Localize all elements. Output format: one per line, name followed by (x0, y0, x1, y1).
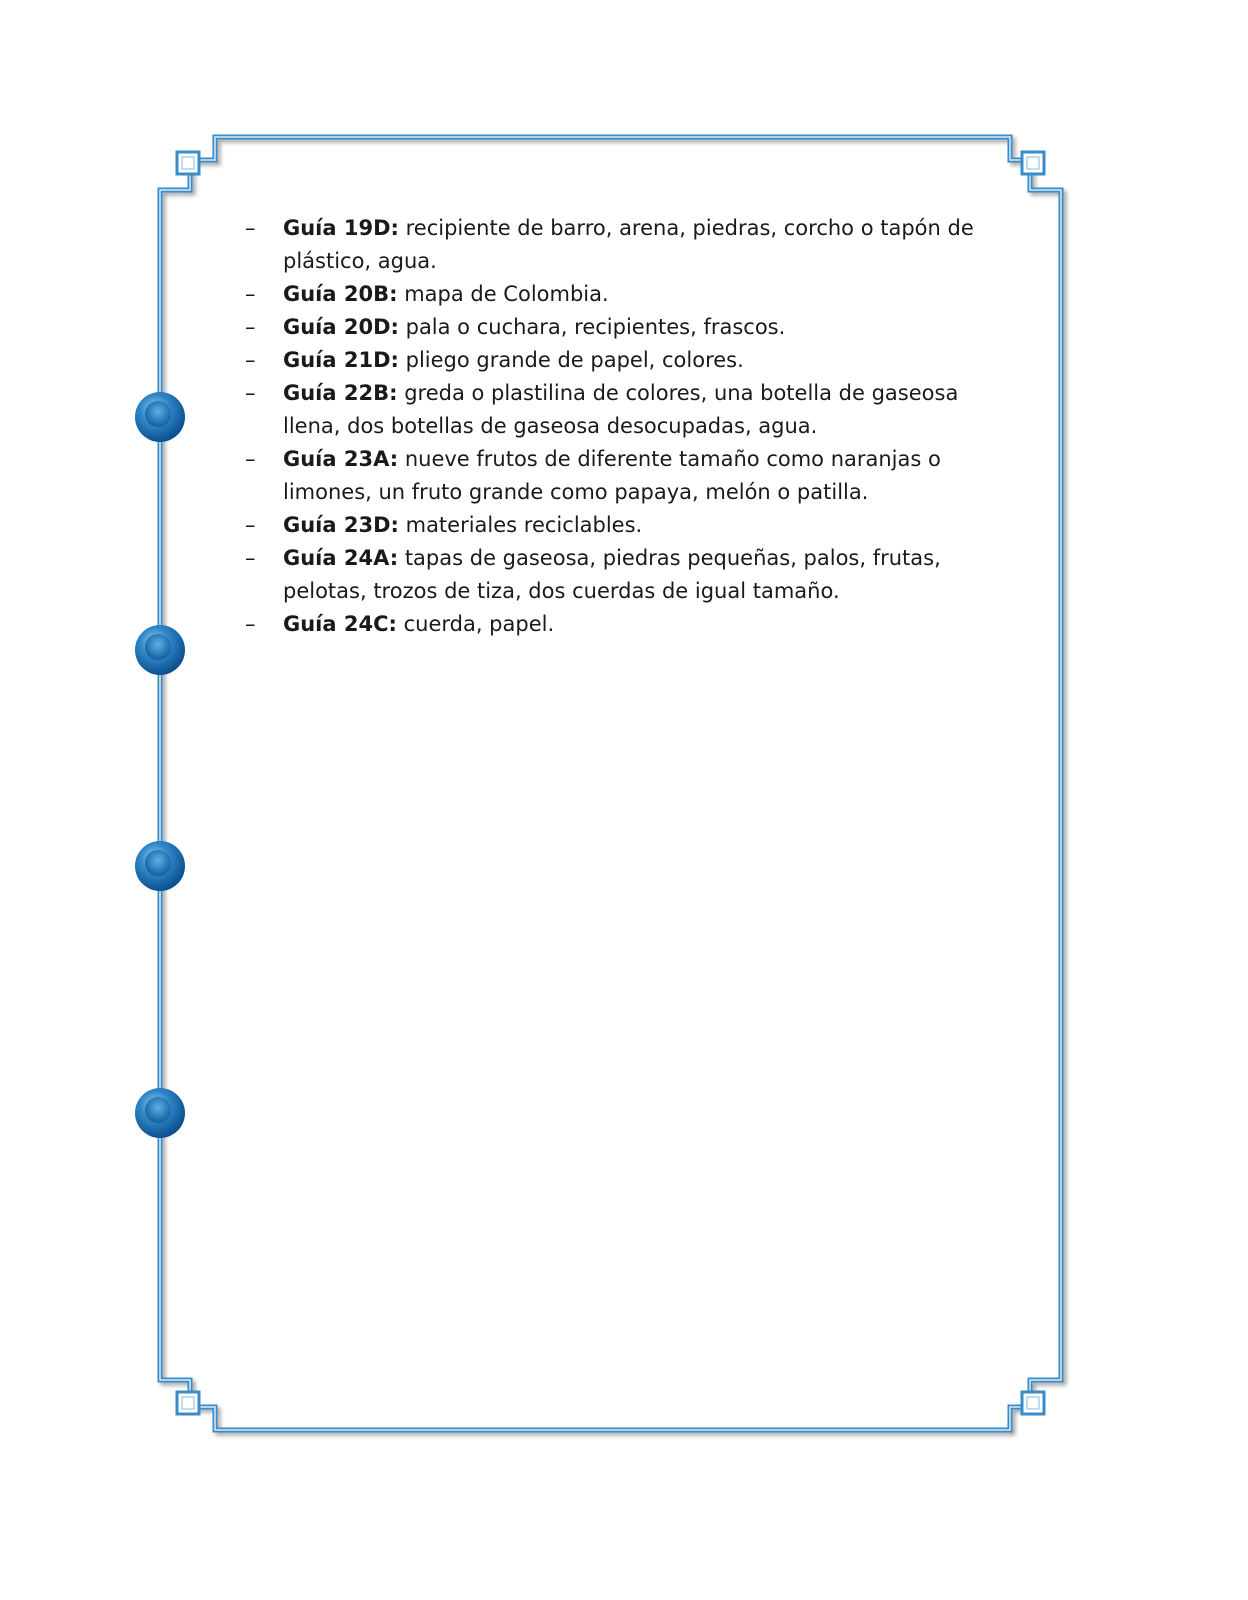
guide-materials: mapa de Colombia. (404, 282, 609, 306)
list-dash: – (245, 546, 256, 570)
list-item (245, 344, 985, 377)
binder-bead-2 (135, 625, 185, 675)
list-dash: – (245, 315, 256, 339)
list-dash: – (245, 216, 256, 240)
corner-ornament-top-right (1022, 152, 1044, 174)
guide-label: Guía 22B: (283, 381, 398, 405)
list-dash: – (245, 612, 256, 636)
list-dash: – (245, 513, 256, 537)
guide-label: Guía 23D: (283, 513, 399, 537)
list-dash: – (245, 447, 256, 471)
corner-ornament-top-left (177, 152, 199, 174)
guide-label: Guía 23A: (283, 447, 399, 471)
list-dash: – (245, 282, 256, 306)
list-item (245, 608, 985, 641)
list-dash: – (245, 381, 256, 405)
list-item (245, 542, 985, 608)
guide-materials: nueve frutos de diferente tamaño como naranjas o limones, un fruto grande como papaya, melón o patilla. (283, 447, 941, 504)
list-item (245, 278, 985, 311)
binder-bead-4 (135, 1088, 185, 1138)
binder-bead-3 (135, 841, 185, 891)
list-item (245, 212, 985, 278)
materials-list (245, 212, 985, 641)
guide-label: Guía 20B: (283, 282, 398, 306)
corner-ornament-bottom-right (1022, 1392, 1044, 1414)
guide-materials: cuerda, papel. (403, 612, 555, 636)
corner-ornament-bottom-left (177, 1392, 199, 1414)
guide-label: Guía 19D: (283, 216, 399, 240)
guide-materials: pliego grande de papel, colores. (405, 348, 744, 372)
guide-materials: materiales reciclables. (405, 513, 643, 537)
guide-materials: greda o plastilina de colores, una botella de gaseosa llena, dos botellas de gaseosa desocupadas, agua. (283, 381, 959, 438)
guide-materials: recipiente de barro, arena, piedras, corcho o tapón de plástico, agua. (283, 216, 974, 273)
guide-label: Guía 21D: (283, 348, 399, 372)
guide-materials: pala o cuchara, recipientes, frascos. (405, 315, 786, 339)
list-item (245, 377, 985, 443)
list-item (245, 311, 985, 344)
guide-label: Guía 24C: (283, 612, 397, 636)
guide-materials: tapas de gaseosa, piedras pequeñas, palos, frutas, pelotas, trozos de tiza, dos cuerdas de igual tamaño. (283, 546, 941, 603)
list-dash: – (245, 348, 256, 372)
guide-label: Guía 24A: (283, 546, 399, 570)
list-item (245, 443, 985, 509)
binder-bead-1 (135, 392, 185, 442)
guide-label: Guía 20D: (283, 315, 399, 339)
list-item (245, 509, 985, 542)
